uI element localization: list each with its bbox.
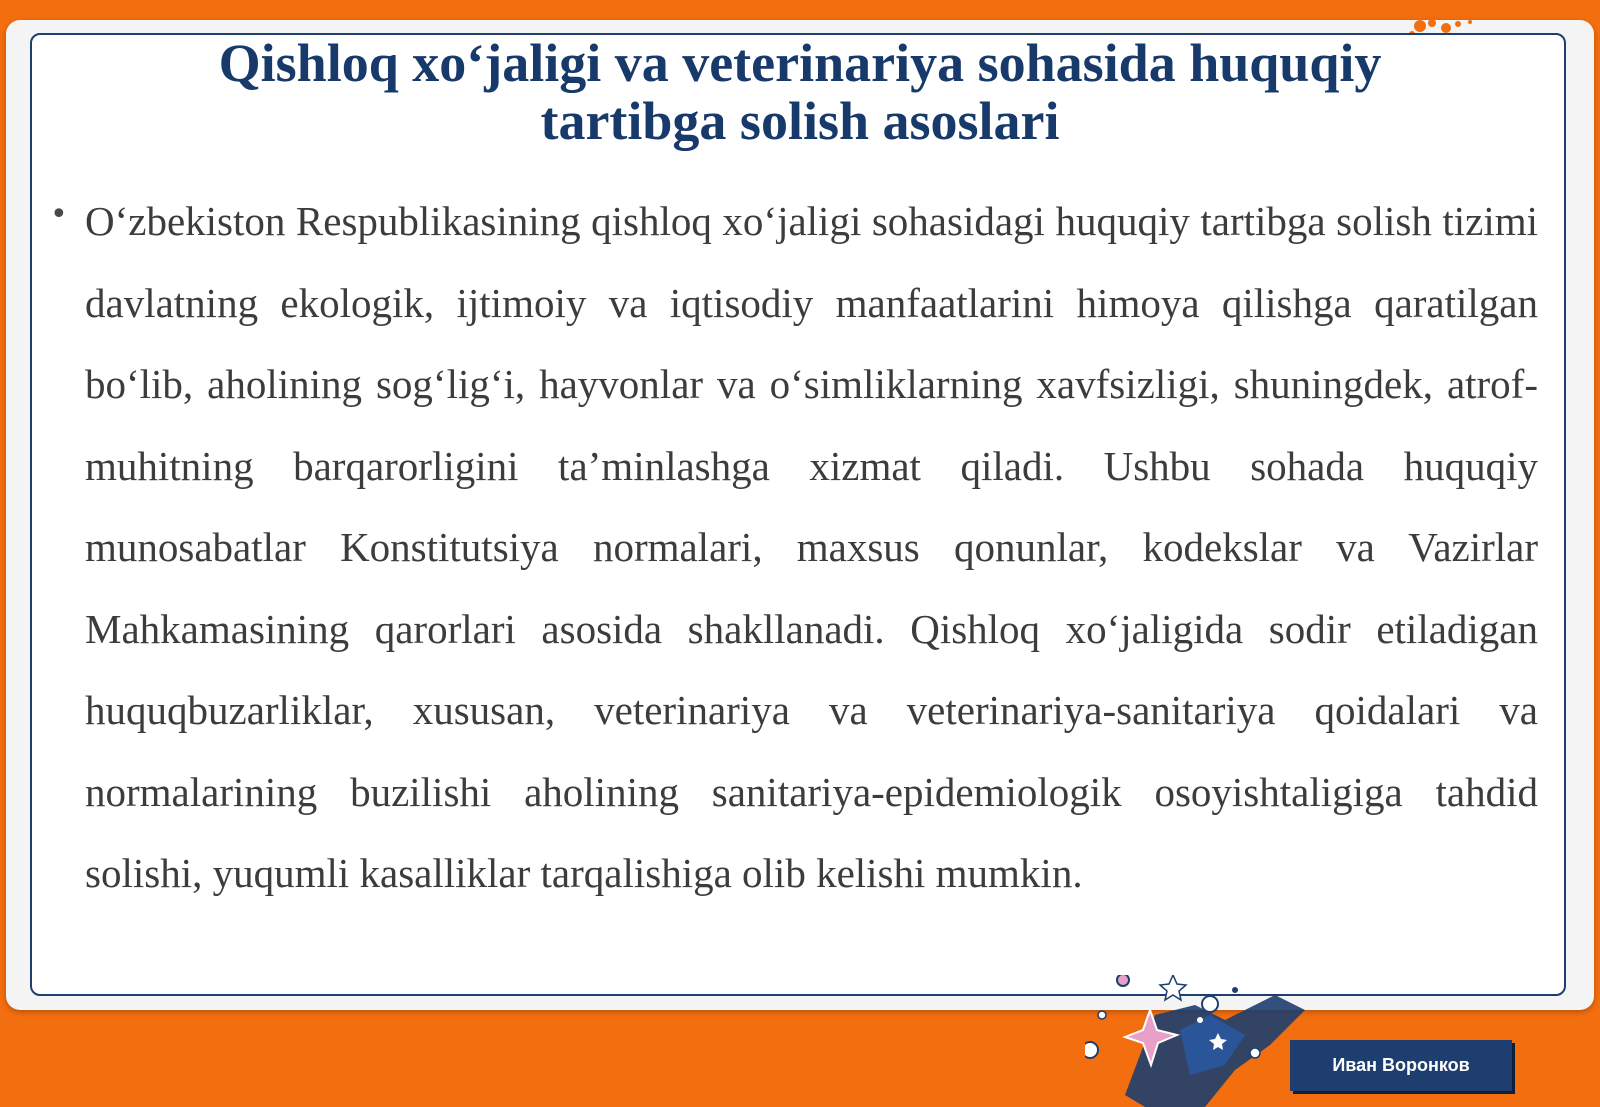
star-splash-icon xyxy=(1085,975,1315,1107)
author-badge: Иван Воронков xyxy=(1290,1040,1512,1091)
slide-title: Qishloq xo‘jaligi va veterinariya sohasida huquqiy tartibga solish asoslari xyxy=(218,33,1382,151)
bullet-point-icon: • xyxy=(50,197,68,232)
slide-body-paragraph: O‘zbekiston Respublikasining qishloq xo‘jaligi sohasidagi huquqiy tartibga solish tizimi davlatning ekologik, ijtimoiy va iqtisodiy manfaatlarini himoya qilishga qaratilgan bo‘lib, aholining sog‘lig‘i, hayvonlar va o‘simliklarning xavfsizligi, shuningdek, atrof-muhitning barqarorligini ta’minlashga xizmat qiladi. Ushbu sohada huquqiy munosabatlar Konstitutsiya normalari, maxsus qonunlar, kodekslar va Vazirlar Mahkamasining qarorlari asosida shakllanadi. Qishloq xo‘jaligida sodir etiladigan huquqbuzarliklar, xususan, veterinariya va veterinariya-sanitariya qoidalari va normalarining buzilishi aholining sanitariya-epidemiologik osoyishtaligiga tahdid solishi, yuqumli kasalliklar tarqalishiga olib kelishi mumkin. xyxy=(85,198,1538,896)
